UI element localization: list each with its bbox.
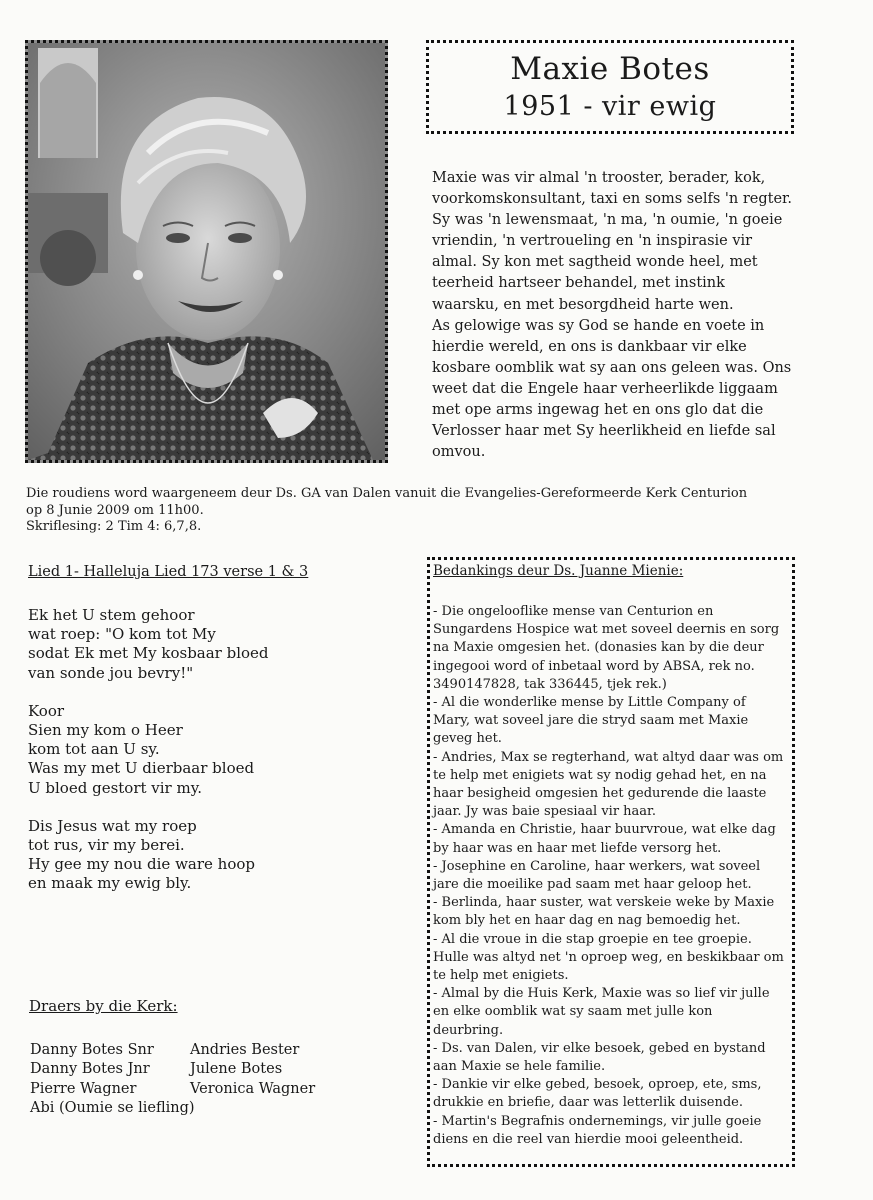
song-title: Lied 1- Halleluja Lied 173 verse 1 & 3	[28, 564, 309, 580]
song-chorus	[28, 702, 388, 798]
bearer-name: Veronica Wagner	[190, 1080, 316, 1097]
lyric-line: tot rus, vir my berei.	[28, 836, 185, 855]
thanks-item: - Andries, Max se regterhand, wat altyd daar was om te help met enigiets wat sy nodig gehad het, en na haar besigheid omgesien het gedurende die laaste jaar. Jy was baie spesiaal vir haar.	[433, 749, 784, 820]
service-date: op 8 Junie 2009 om 11h00.	[26, 502, 204, 518]
lyric-line: Sien my kom o Heer	[28, 721, 183, 740]
song-lyrics	[28, 606, 388, 913]
bearer-name: Andries Bester	[190, 1042, 300, 1058]
bearers-heading: Draers by die Kerk:	[29, 997, 178, 1015]
lyric-line: U bloed gestort vir my.	[28, 778, 202, 797]
song-verse-1	[28, 606, 388, 683]
thanks-item: - Josephine en Caroline, haar werkers, wat soveel jare die moeilike pad saam met haar geloop het.	[433, 858, 761, 893]
lyric-line: sodat Ek met My kosbaar bloed	[28, 644, 269, 663]
lyric-line: Koor	[28, 701, 65, 720]
thanks-item: - Dankie vir elke gebed, besoek, oproep, ete, sms, drukkie en briefie, daar was letterlik duisende.	[433, 1077, 762, 1111]
service-officiant: Die roudiens word waargeneem deur Ds. GA van Dalen vanuit die Evangelies-Gereformeerde Kerk Centurion	[26, 486, 748, 501]
lyric-line: van sonde jou bevry!"	[28, 663, 194, 682]
life-dates: 1951 - vir ewig	[503, 91, 717, 122]
bearer-name: Abi (Oumie se liefling)	[30, 1099, 195, 1116]
memorial-photo	[25, 40, 388, 463]
thanks-item: - Berlinda, haar suster, wat verskeie weke by Maxie kom bly het en haar dag en nag bemoedig het.	[433, 895, 775, 929]
lyric-line: Ek het U stem gehoor	[28, 606, 195, 624]
bearer-row	[30, 1041, 360, 1060]
bearer-name: Danny Botes Snr	[30, 1042, 154, 1058]
bearer-row	[30, 1080, 360, 1099]
thanks-heading: Bedankings deur Ds. Juanne Mienie:	[433, 563, 684, 579]
thanks-box	[427, 557, 795, 1167]
bearer-name: Pierre Wagner	[30, 1080, 137, 1097]
tribute-paragraph: As gelowige was sy God se hande en voete in hierdie wereld, en ons is dankbaar vir elke kosbare oomblik wat sy aan ons geleen was. Ons weet dat die Engele haar verheerlikde liggaam met ope arms ingewag het en ons glo dat die Verlosser haar met Sy heerlikheid en liefde sal omvou.	[432, 317, 792, 461]
thanks-item: - Al die vroue in die stap groepie en tee groepie. Hulle was altyd net 'n oproep weg, en beskikbaar om te help met enigiets.	[433, 931, 784, 984]
lyric-line: Dis Jesus wat my roep	[28, 816, 197, 835]
lyric-line: en maak my ewig bly.	[28, 874, 192, 893]
bearers-list	[30, 1041, 360, 1118]
thanks-item: - Die ongelooflike mense van Centurion en Sungardens Hospice wat met soveel deernis en sorg na Maxie omgesien het. (donasies kan by die deur ingegooi word of inbetaal word by ABSA, rek no. 3490147828, tak 336445, tjek rek.)	[433, 604, 780, 692]
tribute-paragraph: Maxie was vir almal 'n trooster, berader, kok, voorkomskonsultant, taxi en soms selfs 'n regter. Sy was 'n lewensmaat, 'n ma, 'n oumie, 'n goeie vriendin, 'n vertroueling en 'n inspirasie vir almal. Sy kon met sagtheid wonde heel, met teerheid hartseer behandel, met instink waarsku, en met besorgdheid harte wen.	[432, 170, 792, 313]
bearer-row	[30, 1060, 360, 1079]
title-box	[426, 40, 794, 134]
lyric-line: kom tot aan U sy.	[28, 740, 160, 759]
lyric-line: wat roep: "O kom tot My	[28, 625, 216, 644]
thanks-item: - Almal by die Huis Kerk, Maxie was so lief vir julle en elke oomblik wat sy saam met julle kon deurbring.	[433, 986, 770, 1038]
scripture-reading: Skriflesing: 2 Tim 4: 6,7,8.	[26, 519, 202, 534]
lyric-line: Hy gee my nou die ware hoop	[28, 855, 255, 874]
thanks-item: - Martin's Begrafnis ondernemings, vir julle goeie diens en die reel van hierdie mooi geleentheid.	[433, 1113, 762, 1147]
bearer-name: Danny Botes Jnr	[30, 1061, 150, 1078]
deceased-name: Maxie Botes	[510, 51, 710, 87]
thanks-item: - Ds. van Dalen, vir elke besoek, gebed en bystand aan Maxie se hele familie.	[433, 1040, 766, 1075]
lyric-line: Was my met U dierbaar bloed	[28, 759, 255, 778]
thanks-item: - Amanda en Christie, haar buurvroue, wat elke dag by haar was en haar met liefde versorg het.	[433, 822, 776, 856]
service-details	[26, 486, 846, 536]
thanks-item: - Al die wonderlike mense by Little Company of Mary, wat soveel jare die stryd saam met Maxie geveg het.	[433, 695, 749, 747]
portrait-photo-icon	[28, 43, 385, 460]
tribute-text	[432, 168, 792, 463]
song-verse-3	[28, 817, 388, 894]
bearer-name: Julene Botes	[190, 1061, 283, 1078]
